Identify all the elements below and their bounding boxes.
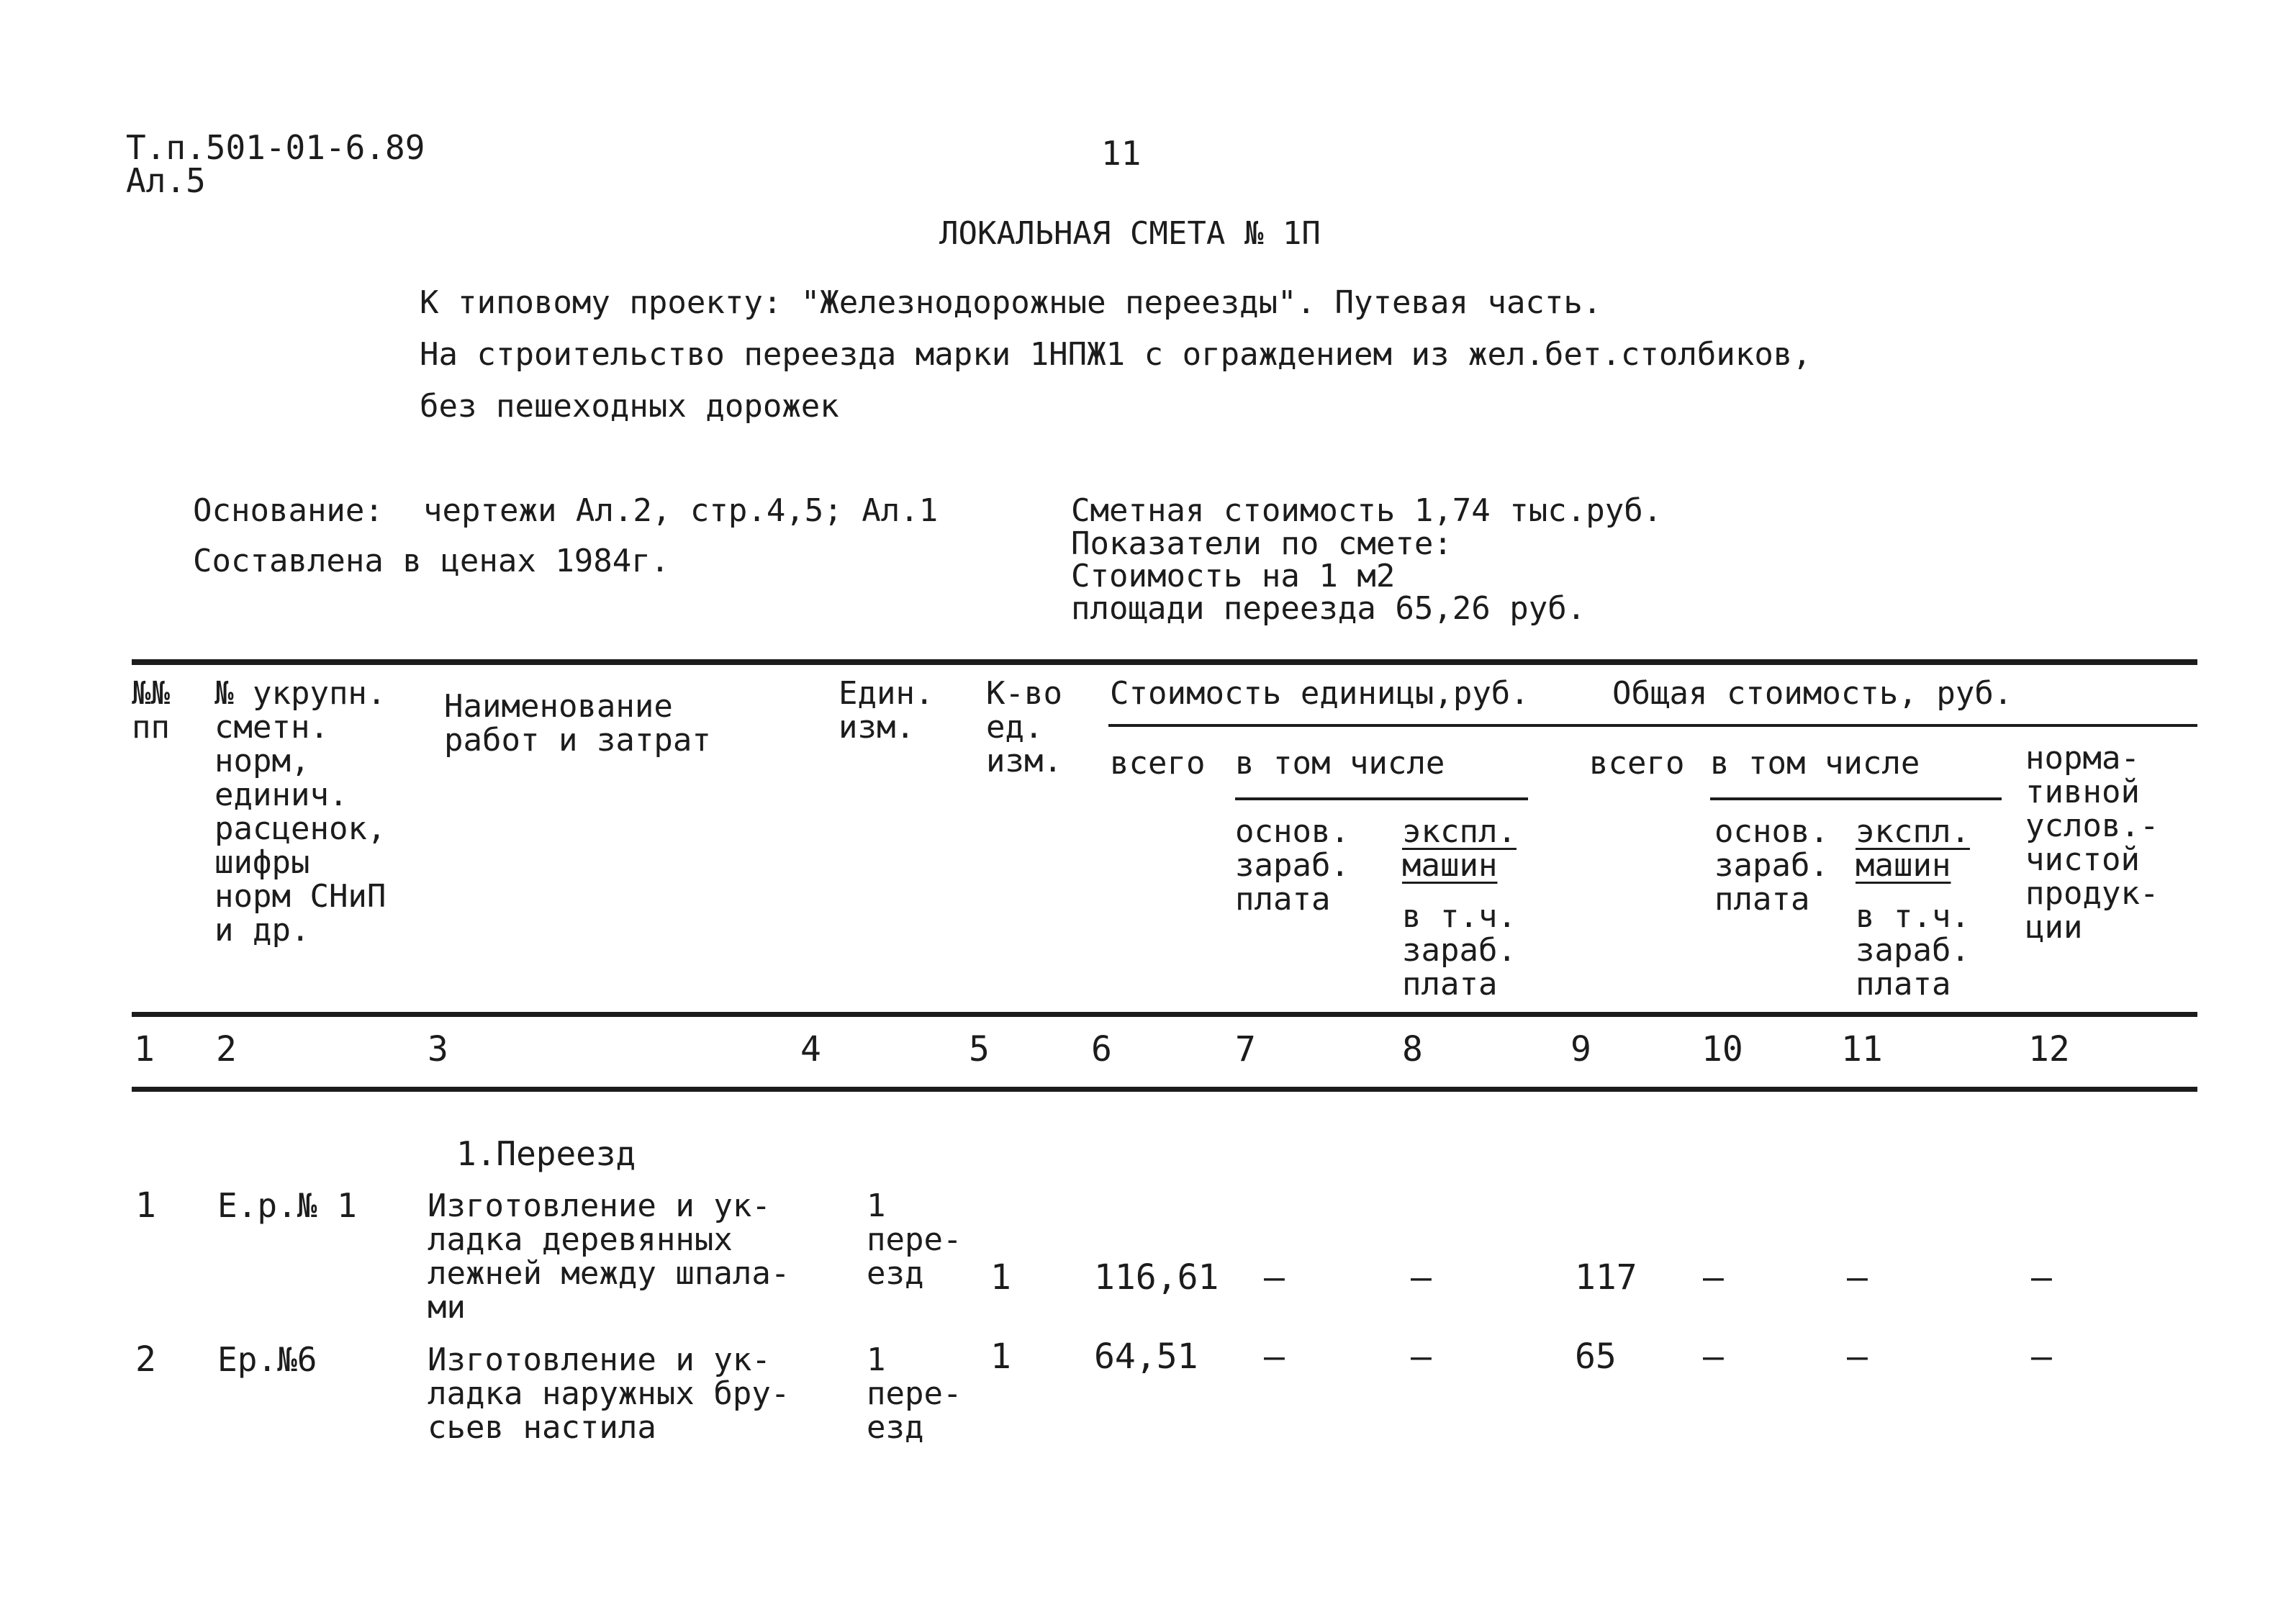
row-1-total-wage: – (1703, 1257, 1724, 1298)
total-vsego-header: всего (1589, 745, 1685, 782)
row-1-code: Е.р.№ 1 (217, 1186, 357, 1225)
row-1-unit-machines: – (1411, 1257, 1432, 1298)
row-2-unit: 1 пере- езд (867, 1342, 962, 1446)
basis-value: чертежи Ал.2, стр.4,5; Ал.1 (423, 492, 939, 529)
unit-cost-header: Стоимость единицы,руб. (1110, 675, 1529, 712)
subtitle-line-1: К типовому проекту: "Железнодорожные переезды". Путевая часть. (420, 284, 1602, 321)
column-number: 8 (1402, 1029, 1423, 1069)
prices-year: Составлена в ценах 1984г. (193, 543, 670, 579)
total-including-header: в том числе (1710, 745, 1920, 782)
total-machines-header: экспл. машин (1856, 813, 1970, 884)
row-1-number: 1 (135, 1185, 156, 1226)
total-machines-wage-header: в т.ч. зараб. плата (1856, 898, 1970, 1003)
unit-subcols-rule (1235, 797, 1528, 800)
total-wage-header: основ. зараб. плата (1714, 813, 1829, 918)
row-1-total-machines: – (1847, 1257, 1868, 1298)
crossing-area: площади переезда 65,26 руб. (1071, 590, 1586, 627)
column-number: 2 (216, 1029, 237, 1069)
column-number: 10 (1701, 1029, 1743, 1069)
col-norm-code-header: № укрупн. сметн. норм, единич. расценок, шифры норм СНиП и др. (214, 675, 387, 949)
column-number: 1 (134, 1029, 155, 1069)
column-number: 9 (1570, 1029, 1591, 1069)
row-1-total: 117 (1575, 1257, 1637, 1298)
col-normative-header: норма- тивной услов.- чистой продук- ции (2025, 740, 2159, 946)
basis-label: Основание: (193, 492, 384, 529)
row-2-total: 65 (1575, 1336, 1617, 1377)
row-2-code: Ер.№6 (217, 1340, 317, 1379)
cost-per-m2: Стоимость на 1 м2 (1071, 558, 1396, 594)
row-2-unit-machines: – (1411, 1336, 1432, 1377)
unit-cost-rule (1108, 724, 2197, 727)
row-2-work-name: Изготовление и ук- ладка наружных бру- сьев настила (428, 1342, 790, 1446)
total-subcols-rule (1710, 797, 2002, 800)
row-1-unit-total: 116,61 (1094, 1257, 1219, 1298)
row-1-unit-wage: – (1264, 1257, 1285, 1298)
row-2-unit-total: 64,51 (1094, 1336, 1198, 1377)
col-quantity-header: К-во ед. изм. (986, 675, 1062, 779)
doc-code: Т.п.501-01-6.89 (126, 128, 425, 167)
row-2-normative: – (2031, 1336, 2052, 1377)
row-1-unit: 1 пере- езд (867, 1188, 962, 1292)
row-2-unit-wage: – (1264, 1336, 1285, 1377)
row-2-quantity: 1 (990, 1336, 1011, 1377)
subtitle-line-3: без пешеходных дорожек (420, 388, 839, 425)
column-number: 12 (2028, 1029, 2070, 1069)
col-work-name-header: Наименование работ и затрат (444, 688, 711, 759)
album-number: Ал.5 (126, 161, 206, 200)
table-top-rule (132, 659, 2197, 665)
unit-vsego-header: всего (1110, 745, 1206, 782)
column-numbers-rule (132, 1087, 2197, 1092)
subtitle-line-2: На строительство переезда марки 1НПЖ1 с ограждением из жел.бет.столбиков, (420, 336, 1812, 373)
column-number: 3 (428, 1029, 448, 1069)
row-1-normative: – (2031, 1257, 2052, 1298)
unit-wage-header: основ. зараб. плата (1235, 813, 1350, 918)
row-1-quantity: 1 (990, 1257, 1011, 1298)
estimate-title: ЛОКАЛЬНАЯ СМЕТА № 1П (939, 215, 1321, 252)
column-number: 11 (1841, 1029, 1883, 1069)
unit-including-header: в том числе (1235, 745, 1445, 782)
indicators-label: Показатели по смете: (1071, 525, 1452, 562)
col-number-header: №№ пп (132, 675, 170, 746)
column-number: 7 (1235, 1029, 1256, 1069)
row-2-number: 2 (135, 1339, 156, 1380)
row-1-work-name: Изготовление и ук- ладка деревянных лежней между шпала- ми (428, 1188, 790, 1326)
column-number: 5 (969, 1029, 990, 1069)
section-title: 1.Переезд (456, 1134, 636, 1173)
column-number: 4 (800, 1029, 821, 1069)
page-number: 11 (1101, 134, 1142, 173)
row-2-total-machines: – (1847, 1336, 1868, 1377)
total-cost-header: Общая стоимость, руб. (1612, 675, 2013, 712)
estimated-cost: Сметная стоимость 1,74 тыс.руб. (1071, 492, 1663, 529)
header-bottom-rule (132, 1012, 2197, 1017)
row-2-total-wage: – (1703, 1336, 1724, 1377)
unit-machines-header: экспл. машин (1402, 813, 1517, 884)
col-unit-header: Един. изм. (839, 675, 934, 746)
unit-machines-wage-header: в т.ч. зараб. плата (1402, 898, 1517, 1003)
column-number: 6 (1091, 1029, 1112, 1069)
